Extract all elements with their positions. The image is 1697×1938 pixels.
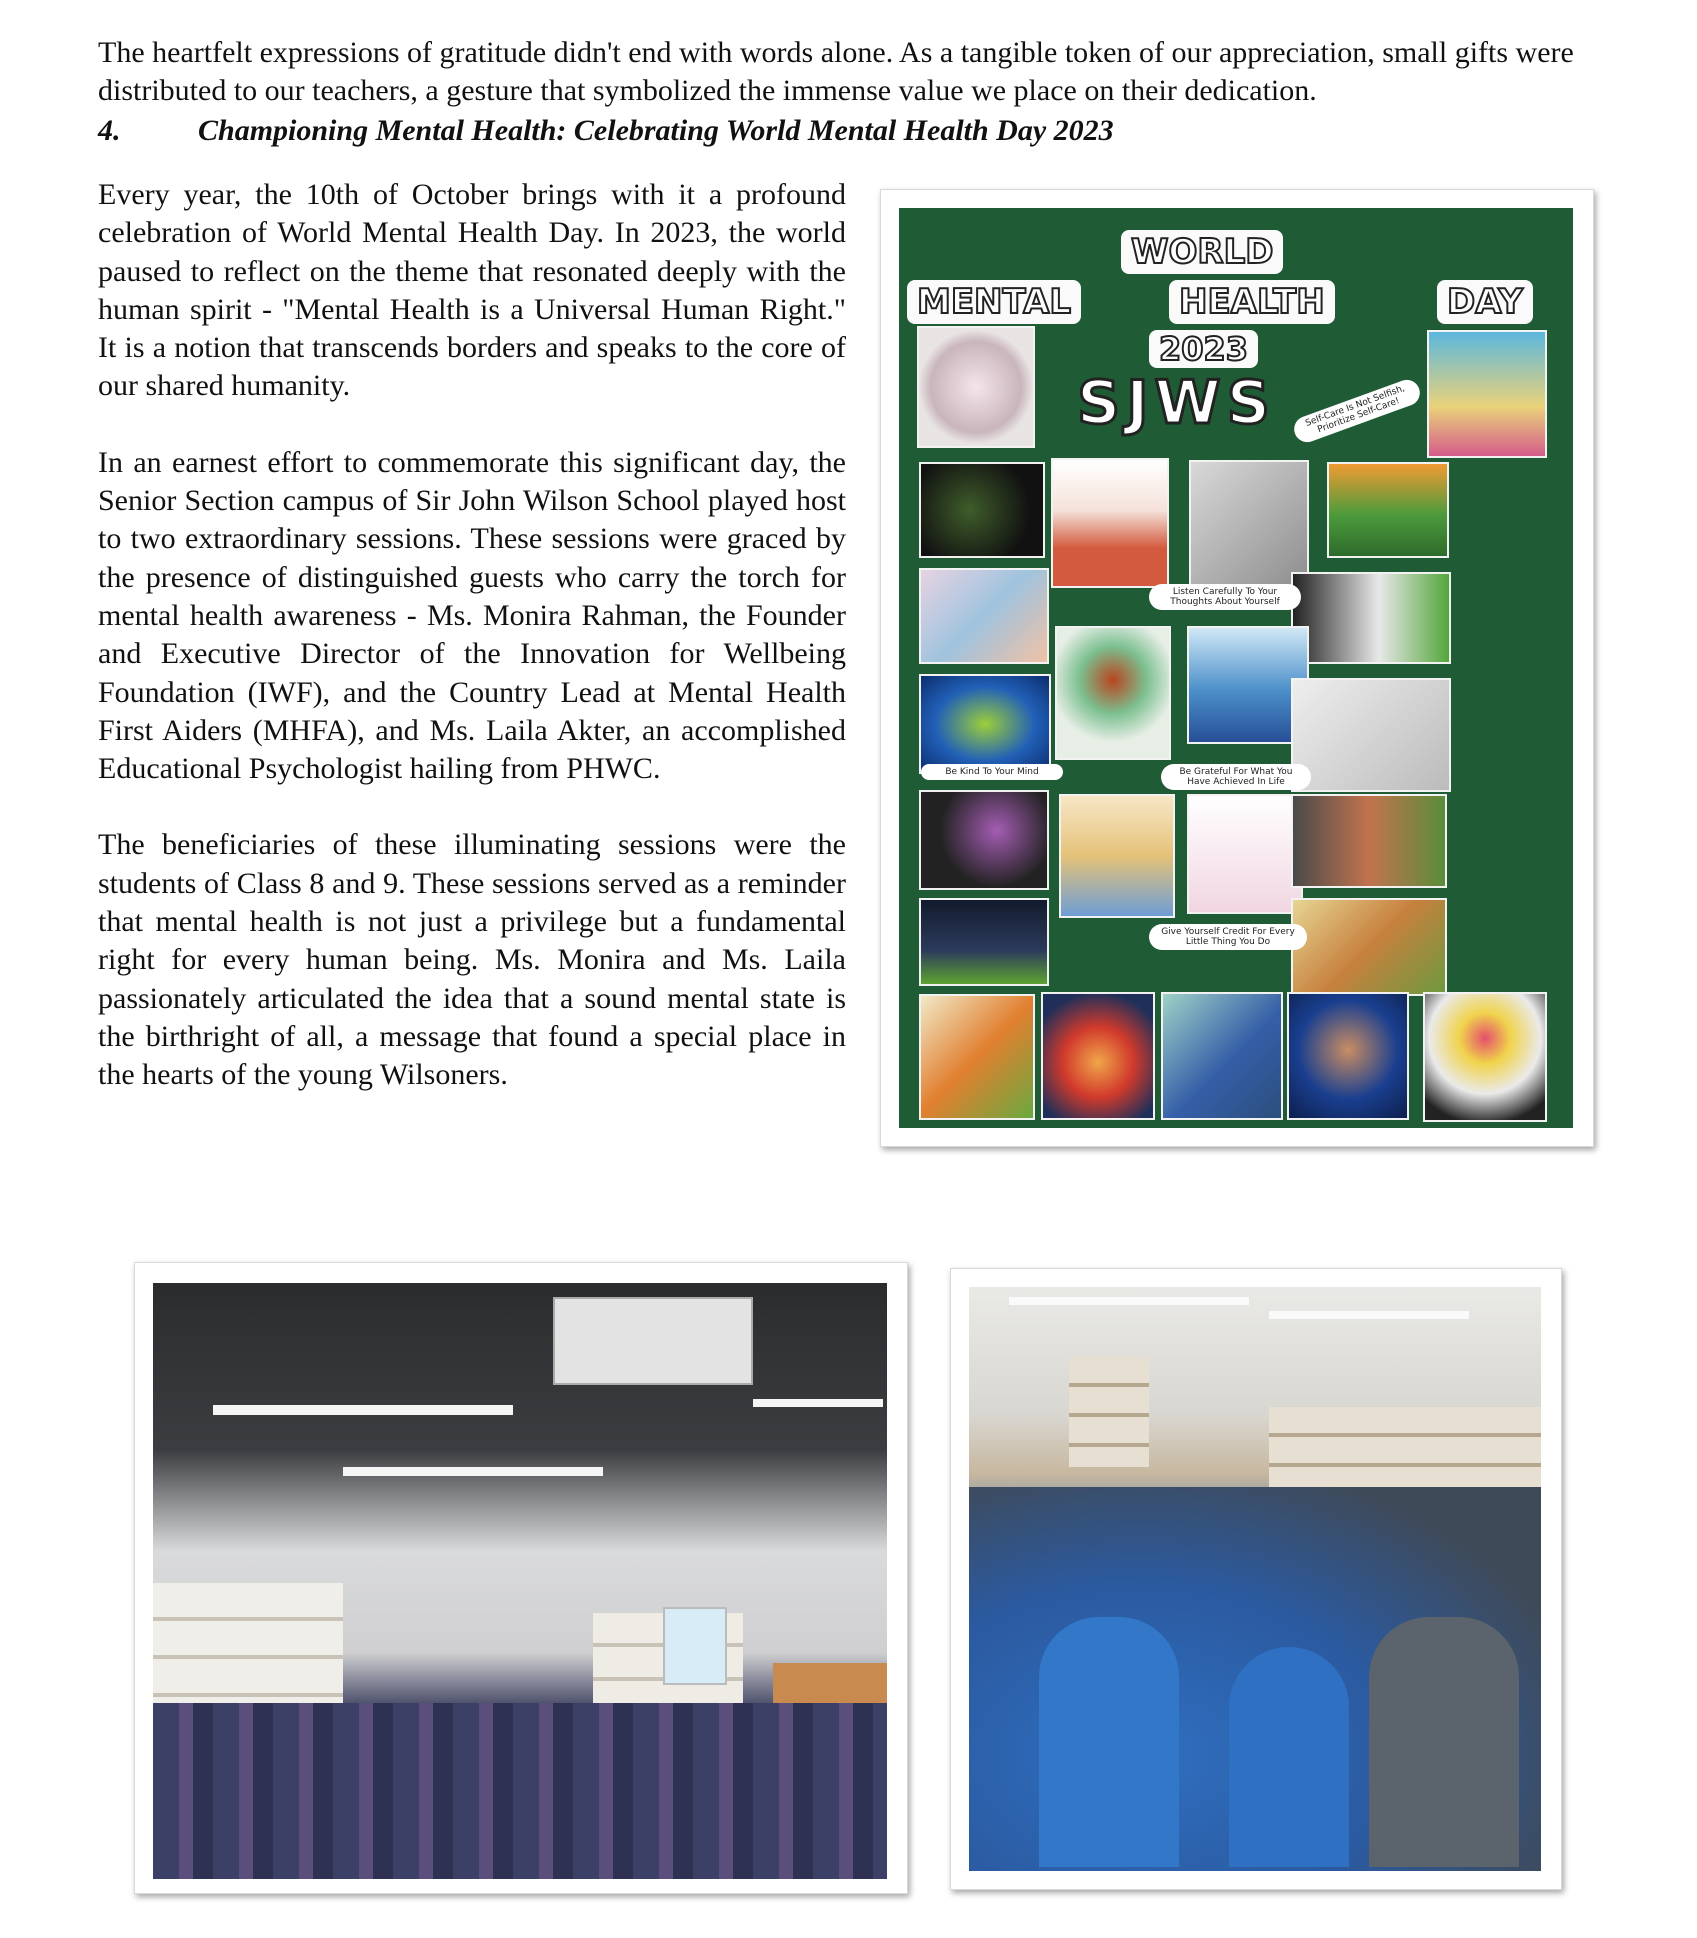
artwork-tile — [1041, 992, 1155, 1120]
ceiling-light — [343, 1467, 603, 1476]
artwork-tile — [1051, 458, 1169, 588]
artwork-tile — [1327, 462, 1449, 558]
student-figure — [1039, 1617, 1179, 1867]
poster-word-health: HEALTH — [1179, 282, 1325, 322]
artwork-tile — [1187, 794, 1303, 914]
artwork-tile — [919, 898, 1049, 986]
poster-quote-bubble: Give Yourself Credit For Every Little Thing You Do — [1149, 924, 1307, 950]
poster-quote-bubble: Be Grateful For What You Have Achieved In Life — [1161, 764, 1311, 790]
seated-students — [153, 1703, 887, 1879]
session-photo-students — [950, 1268, 1562, 1890]
paragraph-3: The beneficiaries of these illuminating sessions were the students of Class 8 and 9. These sessions served as a reminder that mental health is not just a privilege but a fundamental right for every human being. Ms. Monira and Ms. Laila passionately articulated the idea that a sound mental state is the birthright of all, a message that found a special place in the hearts of the young Wilsoners. — [98, 828, 846, 1092]
section-title: Championing Mental Health: Celebrating World Mental Health Day 2023 — [198, 114, 1114, 147]
artwork-tile — [1055, 626, 1171, 760]
ceiling-ac-unit — [553, 1297, 753, 1385]
student-figure — [1369, 1617, 1519, 1867]
artwork-tile — [1291, 898, 1447, 996]
poster-word-mental: MENTAL — [917, 282, 1072, 322]
paragraph-1: Every year, the 10th of October brings with it a profound celebration of World Mental Health Day. In 2023, the world paused to reflect on the theme that resonated deeply with the human spirit - "Mental Health is a Universal Human Right." It is a notion that transcends borders and speaks to the core of our shared humanity. — [98, 178, 846, 403]
artwork-tile — [919, 568, 1049, 664]
ceiling-light — [213, 1405, 513, 1415]
poster-word-world: WORLD — [1131, 232, 1274, 272]
artwork-tile — [1291, 678, 1451, 792]
session-photo-wide-image — [153, 1283, 887, 1879]
artwork-tile — [917, 326, 1035, 448]
ceiling-light — [753, 1399, 883, 1407]
artwork-tile — [1423, 992, 1547, 1122]
poster-photo — [880, 189, 1594, 1147]
artwork-tile — [1427, 330, 1547, 458]
artwork-tile — [1189, 460, 1309, 588]
bookshelf — [1269, 1407, 1541, 1497]
poster-school-name: SJWS — [1077, 368, 1276, 438]
poster-quote-bubble: Self-Care Is Not Selfish, Prioritize Self-Care! — [1291, 376, 1424, 446]
artwork-tile — [1291, 794, 1447, 888]
artwork-tile — [1287, 992, 1409, 1120]
session-photo-students-image — [969, 1287, 1541, 1871]
projector-screen — [663, 1607, 727, 1685]
bookshelf — [1069, 1357, 1149, 1467]
poster-year: 2023 — [1159, 330, 1249, 368]
session-photo-wide — [134, 1262, 908, 1894]
artwork-tile — [1059, 794, 1175, 918]
poster-quote-bubble: Be Kind To Your Mind — [921, 764, 1063, 780]
poster-quote-bubble: Listen Carefully To Your Thoughts About Yourself — [1149, 584, 1301, 610]
artwork-tile — [1291, 572, 1451, 664]
intro-paragraph: The heartfelt expressions of gratitude didn't end with words alone. As a tangible token of our appreciation, small gifts were distributed to our teachers, a gesture that symbolized the immense value we place on their dedication. — [98, 36, 1574, 107]
section-heading — [98, 112, 1608, 150]
poster-board — [899, 208, 1573, 1128]
artwork-tile — [919, 674, 1051, 774]
poster-word-day: DAY — [1447, 282, 1523, 322]
artwork-tile — [919, 462, 1045, 558]
ceiling-light — [1009, 1297, 1249, 1305]
artwork-tile — [1161, 992, 1283, 1120]
artwork-tile — [919, 994, 1035, 1120]
artwork-tile — [919, 790, 1049, 890]
ceiling-light — [1269, 1311, 1469, 1319]
section-number: 4. — [98, 114, 121, 147]
student-figure — [1229, 1647, 1349, 1867]
article-body — [98, 176, 846, 1133]
paragraph-2: In an earnest effort to commemorate this significant day, the Senior Section campus of Sir John Wilson School played host to two extraordinary sessions. These sessions were graced by the presence of distinguished guests who carry the torch for mental health awareness - Ms. Monira Rahman, the Founder and Executive Director of the Innovation for Wellbeing Foundation (IWF), and the Country Lead at Mental Health First Aiders (MHFA), and Ms. Laila Akter, an accomplished Educational Psychologist hailing from PHWC. — [98, 445, 846, 786]
